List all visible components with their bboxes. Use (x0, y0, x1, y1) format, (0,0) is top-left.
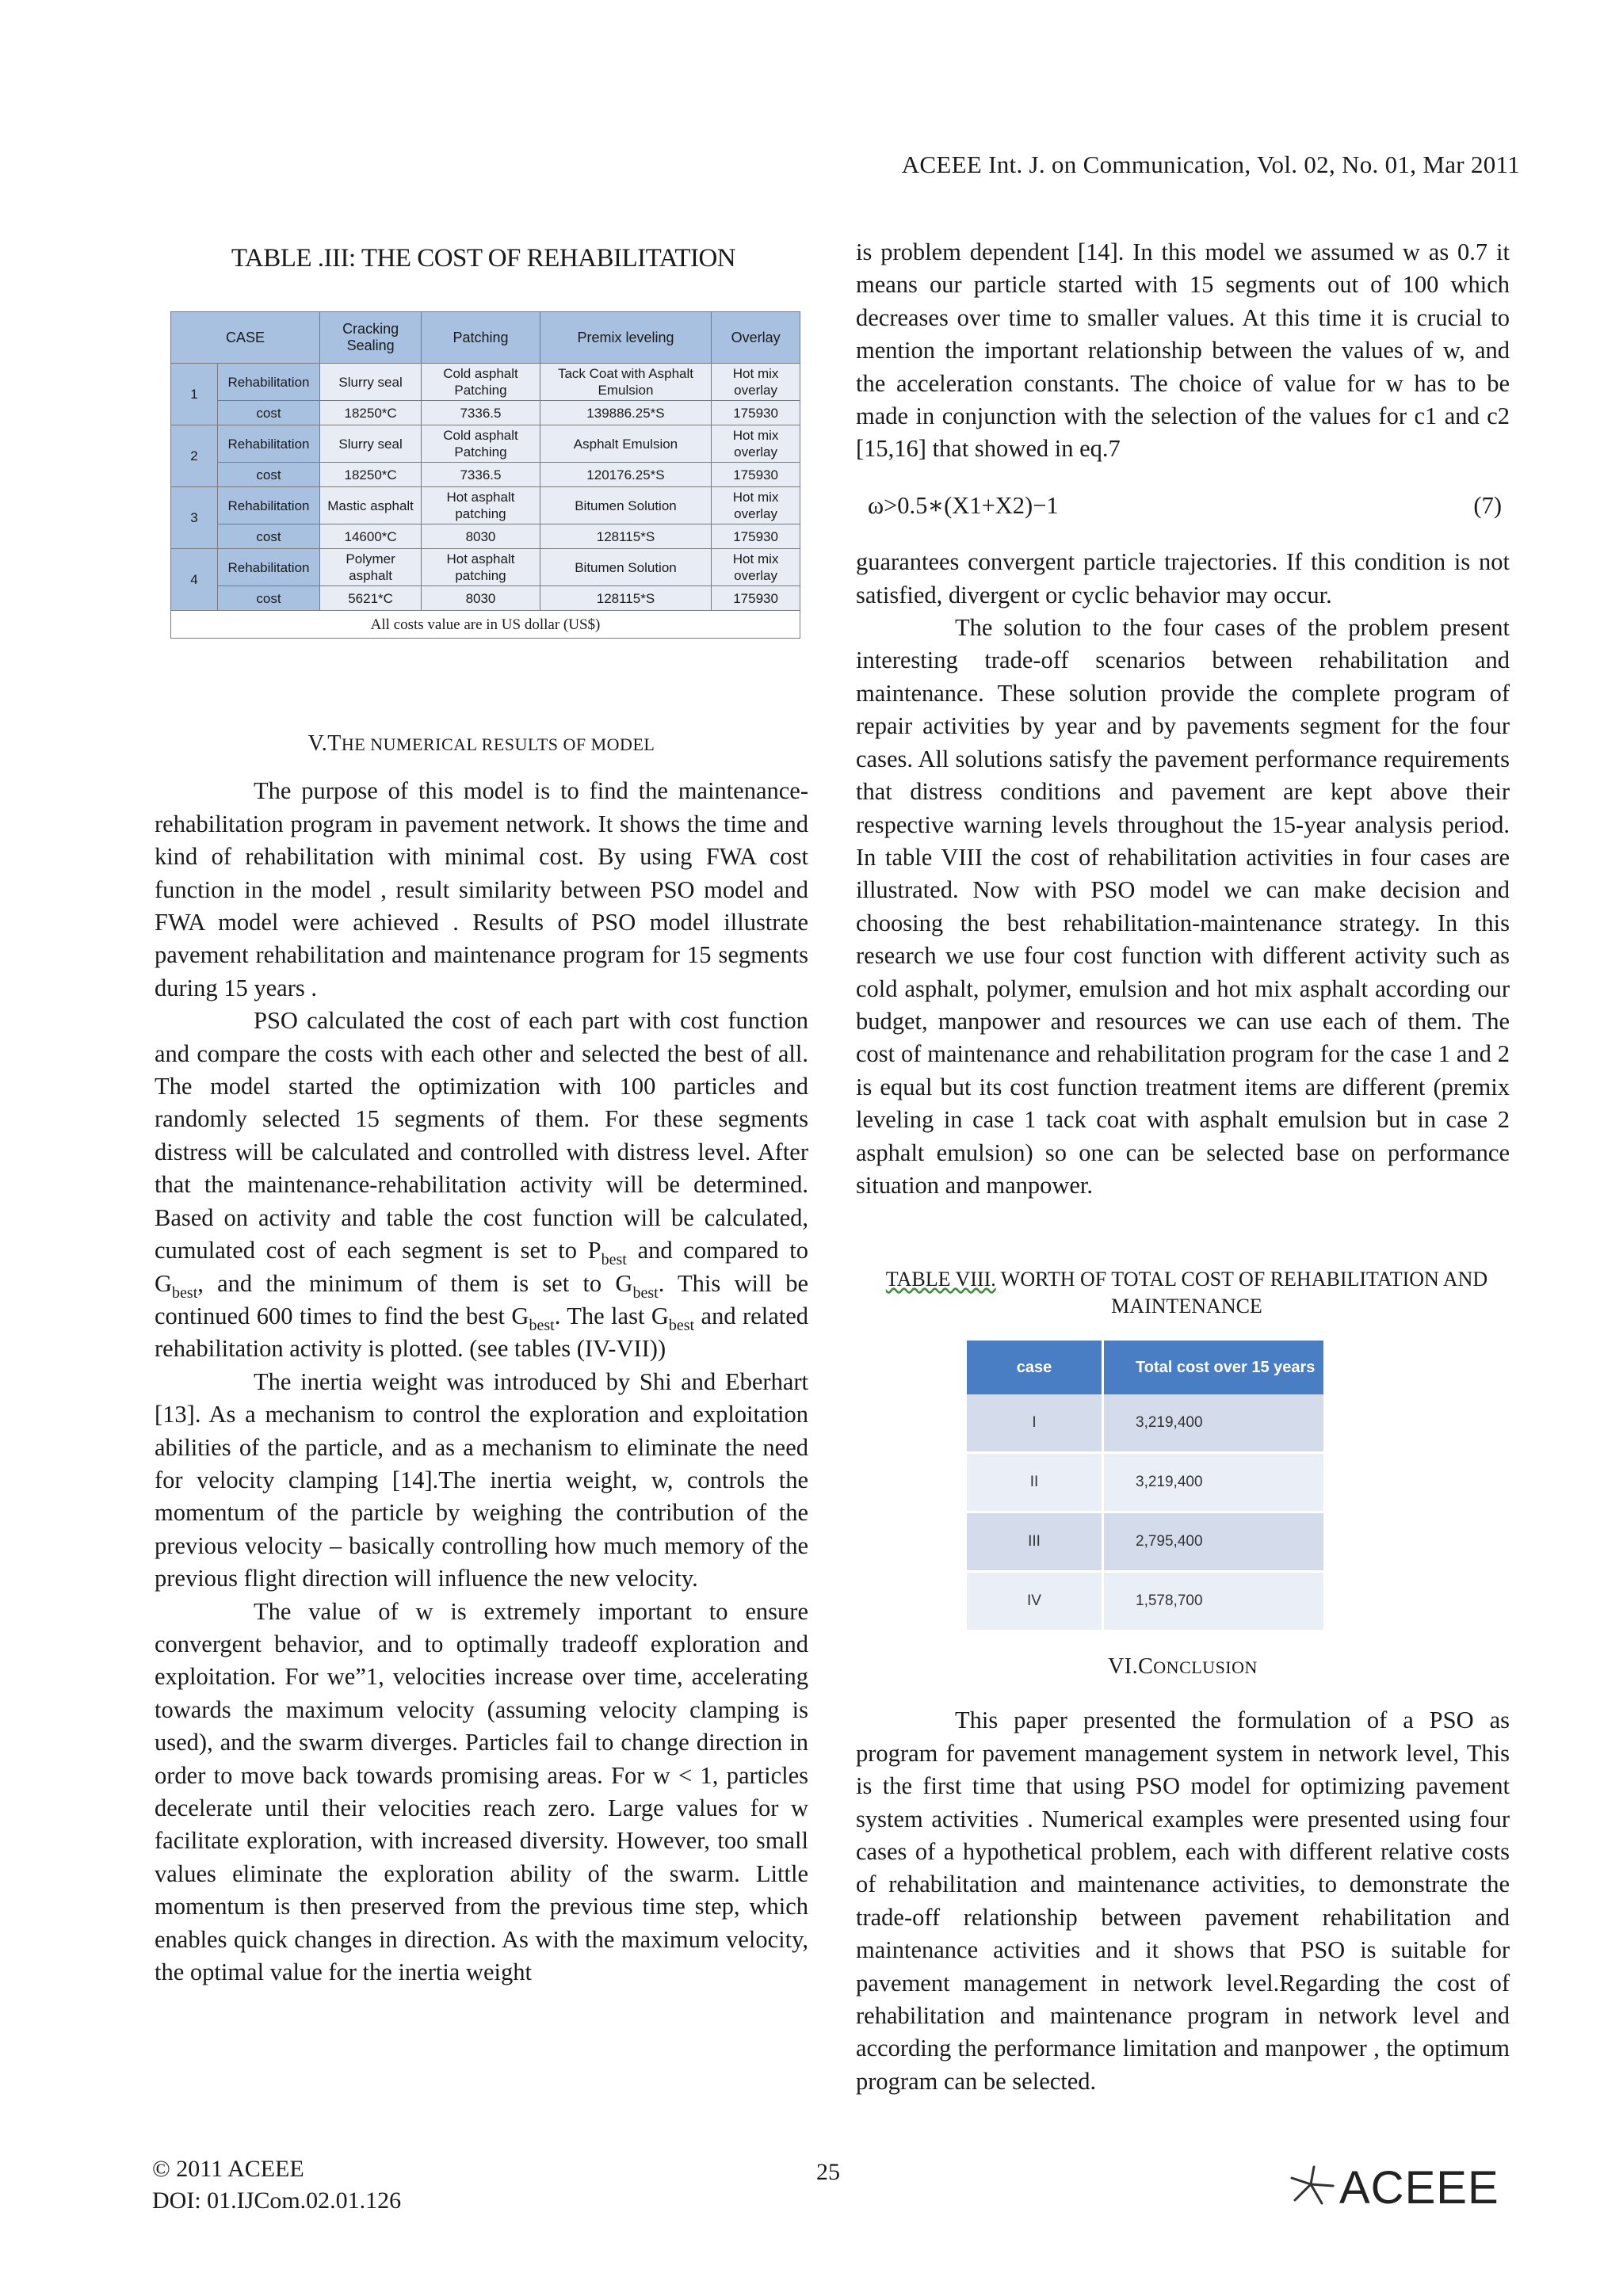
case-cell: II (967, 1454, 1104, 1511)
table3-col-case: CASE (171, 312, 320, 364)
subscript: best (632, 1283, 659, 1302)
text-run: , and the minimum of them is set to G (197, 1269, 633, 1297)
table-cell: 14600*C (320, 524, 422, 549)
table-cell: 5621*C (320, 586, 422, 611)
table3-col-cracking: Cracking Sealing (320, 312, 422, 364)
row-label: cost (218, 524, 320, 549)
section5-paragraph-4: The value of w is extremely important to ensure convergent behavior, and to optimally tradeoff exploration and exploitation. For we”1, velocities increase over time, accelerating towards the maximum velocity (assuming velocity clamping is used), and the swarm diverges. Particles fail to change direction in order to move back towards promising areas. For w < 1, particles decelerate until their velocities reach zero. Large values for w facilitate exploration, with increased diversity. However, too small values eliminate the exploration ability of the swarm. Little momentum is then preserved from the previous time step, which enables quick changes in direction. As with the maximum velocity, the optimal value for the inertia weight (155, 1597, 808, 1986)
equation-number: (7) (1473, 491, 1502, 519)
right-paragraph-1: is problem dependent [14]. In this model we assumed w as 0.7 it means our particle started with 15 segments out of 100 which decreases over time to smaller values. At this time it is crucial to mention the important relationship between the values of w, and the acceleration constants. The choice of value for w has to be made in conjunction with the selection of the values for c1 and c2 [15,16] that showed in eq.7 (856, 238, 1510, 463)
row-label: Rehabilitation (218, 487, 320, 524)
table-cell: Mastic asphalt (320, 487, 422, 524)
cost-cell: 3,219,400 (1136, 1414, 1203, 1431)
table-row (967, 1570, 1323, 1630)
table-row (967, 1511, 1323, 1570)
aceee-logo (1284, 2161, 1499, 2214)
table-cell: 175930 (712, 524, 800, 549)
table3-row (171, 586, 800, 611)
heading-part: V.T (307, 731, 342, 756)
table3-row (171, 487, 800, 524)
table8-title-text: WORTH OF TOTAL COST OF REHABILITATION AND MAINTENANCE (995, 1268, 1488, 1318)
table-cell: 18250*C (320, 401, 422, 425)
right-paragraph-2: guarantees convergent particle trajectories. If this condition is not satisfied, divergent or cyclic behavior may occur. (856, 548, 1510, 608)
table3-col-premix: Premix leveling (540, 312, 711, 364)
table-cell: Polymer asphalt (320, 549, 422, 586)
copyright: © 2011 ACEEE (152, 2156, 304, 2182)
footer-left (152, 2153, 401, 2217)
table-cell: 8030 (422, 524, 540, 549)
table3-col-patching: Patching (422, 312, 540, 364)
table3-col-overlay: Overlay (712, 312, 800, 364)
row-label: cost (218, 463, 320, 487)
table3-footnote-row (171, 611, 800, 639)
table-cell: Asphalt Emulsion (540, 425, 711, 463)
table-cell: Cold asphalt Patching (422, 425, 540, 463)
table-cell: 128115*S (540, 586, 711, 611)
subscript: best (601, 1251, 627, 1269)
table-cell: 139886.25*S (540, 401, 711, 425)
table3-title: TABLE .III: THE COST OF REHABILITATION (231, 244, 736, 273)
table3 (170, 311, 800, 639)
table8-col-case: case (967, 1341, 1104, 1394)
section6-heading (856, 1650, 1510, 1684)
heading-part: ONCLUSION (1153, 1657, 1258, 1677)
table8-title (864, 1266, 1510, 1320)
table8-header-row (967, 1341, 1323, 1394)
table-row (967, 1451, 1323, 1511)
equation: ω>0.5∗(X1+X2)−1 (868, 491, 1059, 519)
table-cell: 128115*S (540, 524, 711, 549)
table8 (967, 1341, 1323, 1630)
text-run: PSO calculated the cost of each part with cost function and compare the costs with each other and selected the best of all. The model started the optimization with 100 particles and randomly selected 15 segments of them. For these segments distress will be calculated and controlled with distress level. After that the maintenance-rehabilitation activity will be determined. Based on activity and table the cost function will be calculated, cumulated cost of each segment is set to P (155, 1007, 808, 1264)
table-cell: Cold asphalt Patching (422, 364, 540, 401)
table3-header-row (171, 312, 800, 364)
table3-row (171, 524, 800, 549)
heading-part: HE NUMERICAL RESULTS OF MODEL (341, 734, 655, 754)
table3-footnote: All costs value are in US dollar (US$) (171, 611, 800, 639)
table-cell: Bitumen Solution (540, 487, 711, 524)
text-run: . The last G (554, 1302, 669, 1329)
table-cell: 175930 (712, 401, 800, 425)
table-cell: Hot mix overlay (712, 549, 800, 586)
left-column (155, 727, 808, 1989)
table-cell: Bitumen Solution (540, 549, 711, 586)
case-cell: I (967, 1394, 1104, 1451)
row-label: Rehabilitation (218, 549, 320, 586)
text-run: and compared to G (155, 1237, 808, 1297)
cost-cell: 3,219,400 (1136, 1474, 1203, 1490)
case-number: 4 (171, 549, 218, 611)
row-label: cost (218, 401, 320, 425)
table-cell: Hot asphalt patching (422, 487, 540, 524)
subscript: best (668, 1316, 695, 1334)
section5-paragraph-2 (155, 1005, 808, 1365)
case-number: 3 (171, 487, 218, 549)
right-column-bottom (856, 1650, 1510, 2098)
row-label: Rehabilitation (218, 364, 320, 401)
page-number: 25 (816, 2159, 840, 2185)
row-label: Rehabilitation (218, 425, 320, 463)
table-cell: Hot mix overlay (712, 425, 800, 463)
table8-title-label: TABLE VIII. (885, 1268, 996, 1291)
table3-row (171, 463, 800, 487)
table-cell: Slurry seal (320, 364, 422, 401)
table3-row (171, 401, 800, 425)
table-cell: 175930 (712, 586, 800, 611)
cost-cell: 1,578,700 (1136, 1592, 1203, 1609)
section6-paragraph-1: This paper presented the formulation of a PSO as program for pavement management system in network level, This is the first time that using PSO model for optimizing pavement system activities . Numerical examples were presented using four cases of a hypothetical problem, each with different relative costs of rehabilitation and maintenance activities, to demonstrate the trade-off relationship between pavement rehabilitation and maintenance activities and it shows that PSO is suitable for pavement management in network level.Regarding the cost of rehabilitation and maintenance program in network level and according the performance limitation and manpower , the optimum program can be selected. (856, 1707, 1510, 2095)
table-cell: 175930 (712, 463, 800, 487)
table-cell: Hot asphalt patching (422, 549, 540, 586)
case-cell: III (967, 1513, 1104, 1570)
table3-row (171, 364, 800, 401)
case-number: 2 (171, 425, 218, 487)
table-row (967, 1394, 1323, 1451)
equation-7 (868, 490, 1510, 522)
table8-col-cost: Total cost over 15 years (1136, 1358, 1316, 1376)
heading-part: VI.C (1108, 1654, 1154, 1679)
case-cell: IV (967, 1573, 1104, 1630)
journal-header: ACEEE Int. J. on Communication, Vol. 02, No. 01, Mar 2011 (901, 151, 1520, 178)
section5-heading (155, 727, 808, 761)
subscript: best (529, 1316, 555, 1334)
section5-paragraph-1: The purpose of this model is to find the maintenance-rehabilitation program in pavement network. It shows the time and kind of rehabilitation with minimal cost. By using FWA cost function in the model , result similarity between PSO model and FWA model were achieved . Results of PSO model illustrate pavement rehabilitation and maintenance program for 15 segments during 15 years . (155, 777, 808, 1001)
text-run: and related rehabilitation activity is plotted. (see tables (IV-VII)) (155, 1302, 808, 1363)
cost-cell: 2,795,400 (1136, 1533, 1203, 1550)
row-label: cost (218, 586, 320, 611)
table3-row (171, 549, 800, 586)
table-cell: Hot mix overlay (712, 364, 800, 401)
section5-paragraph-3: The inertia weight was introduced by Shi and Eberhart [13]. As a mechanism to control the exploration and exploitation abilities of the particle, and as a mechanism to eliminate the need for velocity clamping [14].The inertia weight, w, controls the momentum of the particle by weighing the contribution of the previous velocity – basically controlling how much memory of the previous flight direction will influence the new velocity. (155, 1367, 808, 1592)
table-cell: 8030 (422, 586, 540, 611)
table-cell: 7336.5 (422, 401, 540, 425)
subscript: best (172, 1283, 198, 1302)
right-paragraph-3: The solution to the four cases of the problem present interesting trade-off scenarios between rehabilitation and maintenance. These solution provide the complete program of repair activities by year and by pavements segment for the four cases. All solutions satisfy the pavement performance requirements that distress conditions and pavement are kept above their respective warning levels throughout the 15-year analysis period. In table VIII the cost of rehabilitation activities in four cases are illustrated. Now with PSO model we can make decision and choosing the best rehabilitation-maintenance strategy. In this research we use four cost function with different activity such as cold asphalt, polymer, emulsion and hot mix asphalt according our budget, manpower and resources we can use each of them. The cost of maintenance and rehabilitation program for the case 1 and 2 is equal but its cost function treatment items are different (premix leveling in case 1 tack coat with asphalt emulsion but in case 2 asphalt emulsion) so one can be selected base on performance situation and manpower. (856, 614, 1510, 1199)
table-cell: Slurry seal (320, 425, 422, 463)
table-cell: 120176.25*S (540, 463, 711, 487)
table-cell: Tack Coat with Asphalt Emulsion (540, 364, 711, 401)
table3-row (171, 425, 800, 463)
doi: DOI: 01.IJCom.02.01.126 (152, 2187, 402, 2214)
table-cell: 18250*C (320, 463, 422, 487)
table-cell: Hot mix overlay (712, 487, 800, 524)
logo-text: ACEEE (1339, 2162, 1499, 2214)
table-cell: 7336.5 (422, 463, 540, 487)
text-run: . This will be continued 600 times to find the best G (155, 1269, 808, 1329)
right-column-top (856, 236, 1510, 1202)
star-icon (1284, 2162, 1339, 2214)
case-number: 1 (171, 364, 218, 425)
